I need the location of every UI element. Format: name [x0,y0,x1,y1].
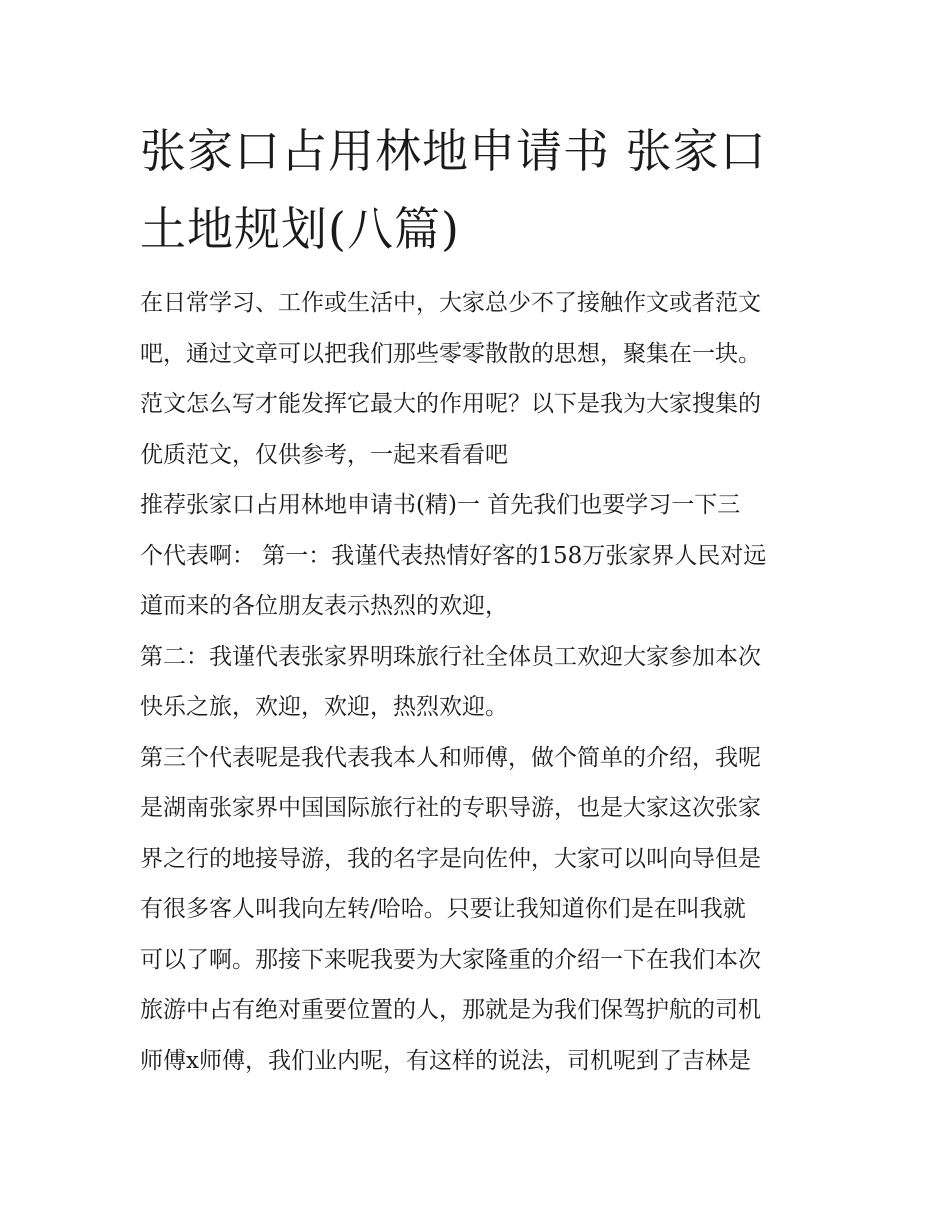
paragraph-recommend: 推荐张家口占用林地申请书(精)一 首先我们也要学习一下三 个代表啊： 第一：我谨代表热情好客的158万张家界人民对远 道而来的各位朋友表示热烈的欢迎， [140,492,767,619]
document-title: 张家口占用林地申请书 张家口 土地规划(八篇) [140,124,767,256]
paragraph-third: 第三个代表呢是我代表我本人和师傅，做个简单的介绍，我呢 是湖南张家界中国国际旅行社的专职导游，也是大家这次张家 界之行的地接导游，我的名字是向佐仲，大家可以叫向导但是 有很多客人叫我向左转/哈哈。只要让我知道你们是在叫我就 可以了啊。那接下来呢我要为大家隆重的介绍一下在我们本次 旅游中占有绝对重要位置的人，那就是为我们保驾护航的司机 师傅x师傅，我们业内呢，有这样的说法，司机呢到了吉林是 [140,744,761,1074]
paragraph-intro: 在日常学习、工作或生活中，大家总少不了接触作文或者范文 吧，通过文章可以把我们那些零零散散的思想，聚集在一块。 范文怎么写才能发挥它最大的作用呢？以下是我为大家搜集的 优质范文，仅供参考，一起来看看吧 [140,290,761,468]
document-body [140,278,825,1086]
paragraph-second: 第二：我谨代表张家界明珠旅行社全体员工欢迎大家参加本次 快乐之旅，欢迎，欢迎，热烈欢迎。 [140,643,761,720]
